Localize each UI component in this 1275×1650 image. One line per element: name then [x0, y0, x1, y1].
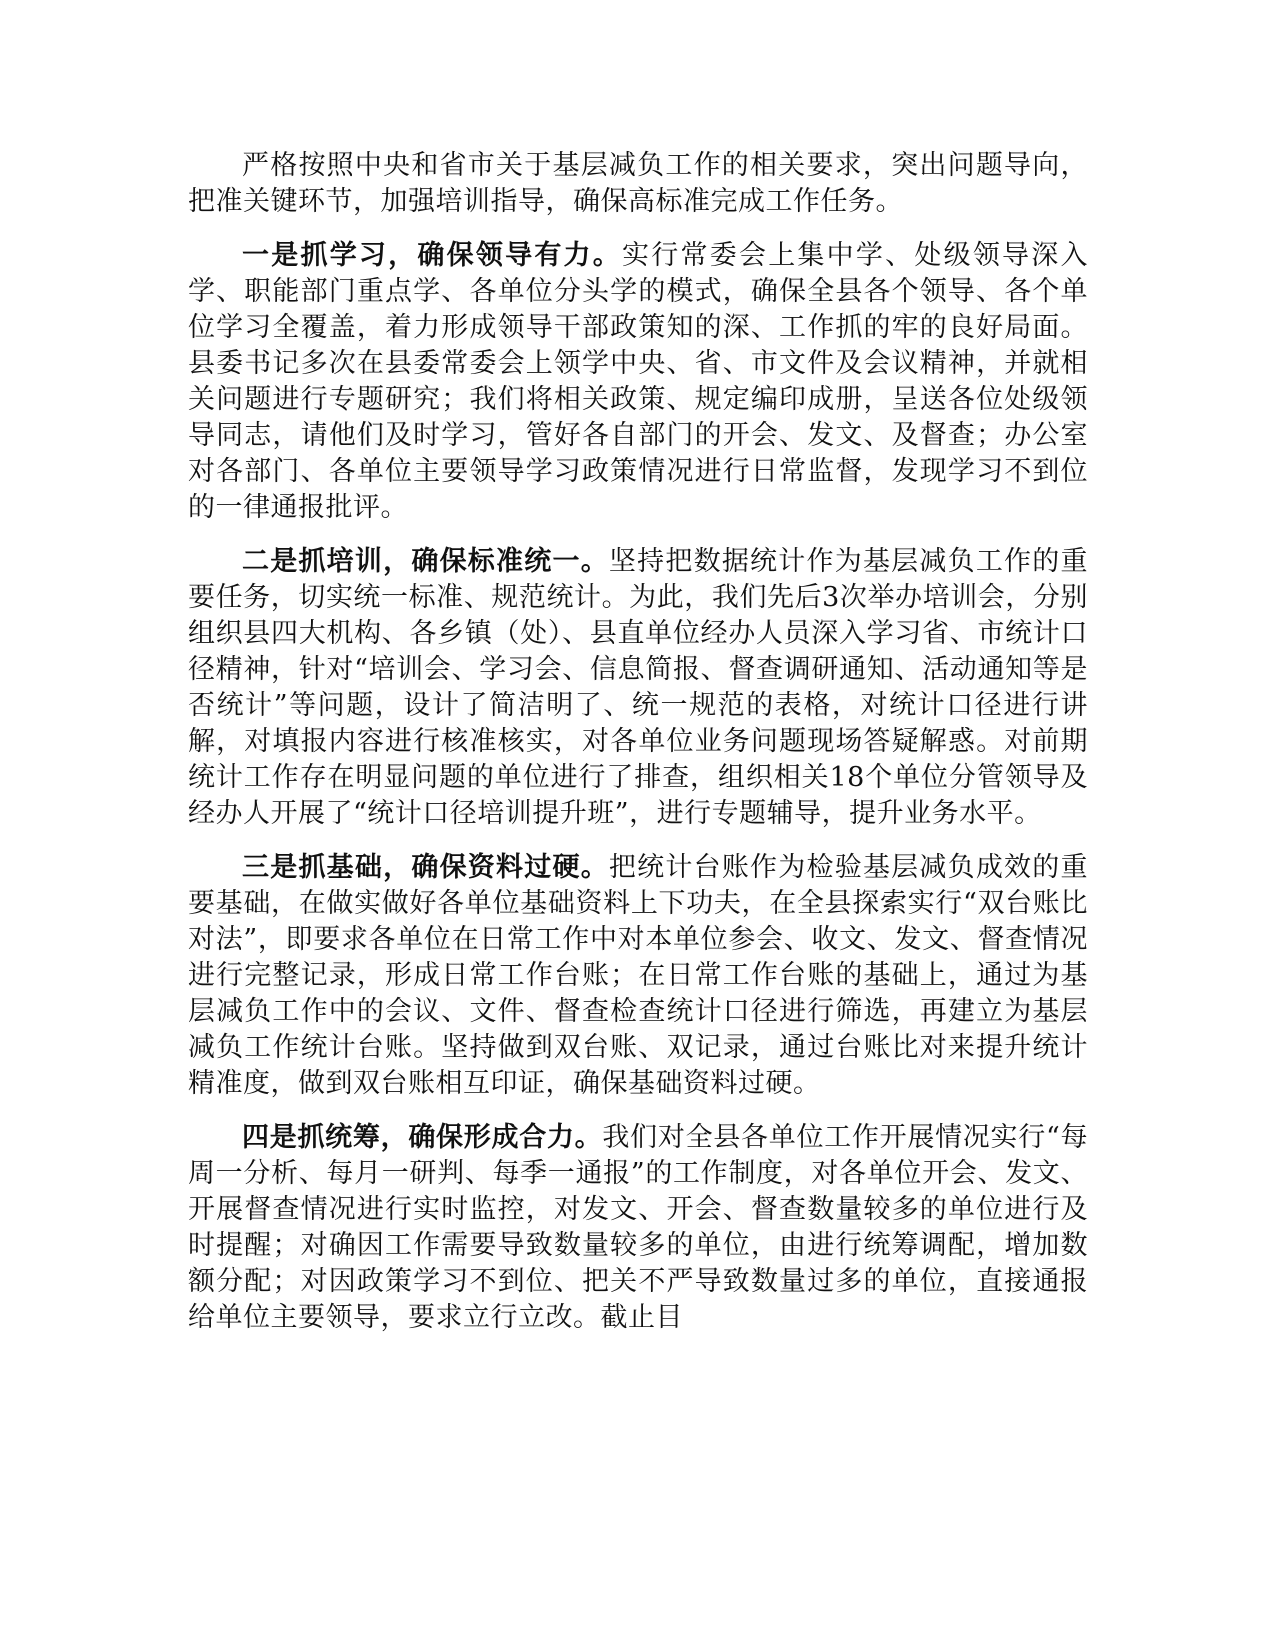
paragraph-text: 实行常委会上集中学、处级领导深入学、职能部门重点学、各单位分头学的模式，确保全县各个领导、各个单位学习全覆盖，着力形成领导干部政策知的深、工作抓的牢的良好局面。县委书记多次在县委常委会上领学中央、省、市文件及会议精神，并就相关问题进行专题研究；我们将相关政策、规定编印成册，呈送各位处级领导同志，请他们及时学习，管好各自部门的开会、发文、及督查；办公室对各部门、各单位主要领导学习政策情况进行日常监督，发现学习不到位的一律通报批评。 — [188, 240, 1089, 523]
paragraph-foundation — [188, 850, 1088, 1102]
paragraph-text: 我们对全县各单位工作开展情况实行“每周一分析、每月一研判、每季一通报”的工作制度，对各单位开会、发文、开展督查情况进行实时监控，对发文、开会、督查数量较多的单位进行及时提醒；对确因工作需要导致数量较多的单位，由进行统筹调配，增加数额分配；对因政策学习不到位、把关不严导致数量过多的单位，直接通报给单位主要领导，要求立行立改。截止目 — [188, 1122, 1088, 1333]
paragraph-lead: 三是抓基础，确保资料过硬。 — [242, 852, 609, 883]
paragraph-text: 坚持把数据统计作为基层减负工作的重要任务，切实统一标准、规范统计。为此，我们先后3次举办培训会，分别组织县四大机构、各乡镇（处）、县直单位经办人员深入学习省、市统计口径精神，针对“培训会、学习会、信息简报、督查调研通知、活动通知等是否统计”等问题，设计了简洁明了、统一规范的表格，对统计口径进行讲解，对填报内容进行核准核实，对各单位业务问题现场答疑解惑。对前期统计工作存在明显问题的单位进行了排查，组织相关18个单位分管领导及经办人开展了“统计口径培训提升班”，进行专题辅导，提升业务水平。 — [188, 546, 1089, 829]
paragraph-lead: 四是抓统筹，确保形成合力。 — [242, 1122, 603, 1153]
paragraph-coordination — [188, 1120, 1088, 1336]
paragraph-text: 把统计台账作为检验基层减负成效的重要基础，在做实做好各单位基础资料上下功夫，在全县探索实行“双台账比对法”，即要求各单位在日常工作中对本单位参会、收文、发文、督查情况进行完整记录，形成日常工作台账；在日常工作台账的基础上，通过为基层减负工作中的会议、文件、督查检查统计口径进行筛选，再建立为基层减负工作统计台账。坚持做到双台账、双记录，通过台账比对来提升统计精准度，做到双台账相互印证，确保基础资料过硬。 — [188, 852, 1089, 1099]
document-page — [188, 148, 1088, 1354]
intro-paragraph — [188, 148, 1088, 220]
paragraph-lead: 二是抓培训，确保标准统一。 — [242, 546, 609, 577]
paragraph-lead: 一是抓学习，确保领导有力。 — [242, 240, 623, 271]
paragraph-text: 严格按照中央和省市关于基层减负工作的相关要求，突出问题导向，把准关键环节，加强培训指导，确保高标准完成工作任务。 — [188, 150, 1088, 217]
paragraph-study — [188, 238, 1088, 526]
paragraph-training — [188, 544, 1088, 832]
